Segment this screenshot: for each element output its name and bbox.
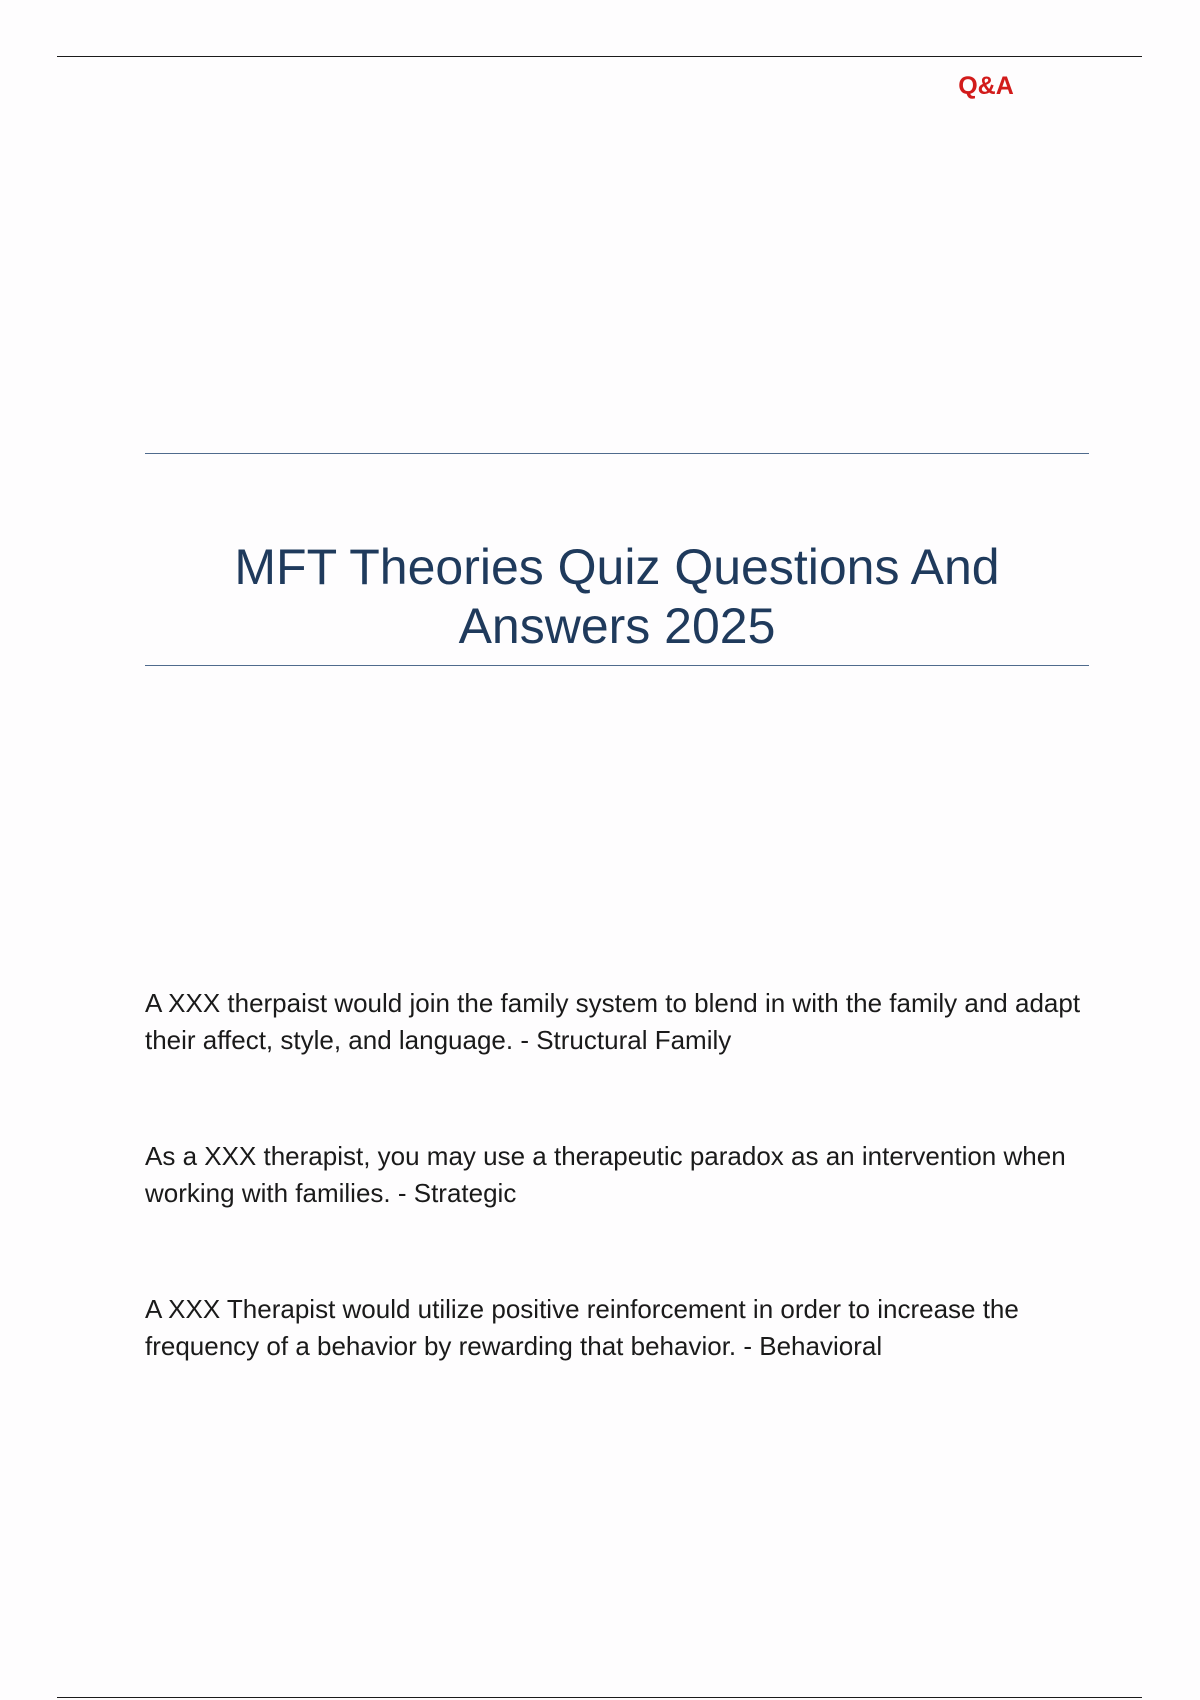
header-rule (57, 56, 1142, 57)
question-item: A XXX therpaist would join the family system to blend in with the family and adapt their affect, style, and language. - Structural Family (145, 988, 1081, 1055)
title-top-rule (145, 453, 1089, 454)
question-item: As a XXX therapist, you may use a therapeutic paradox as an intervention when working with families. - Strategic (145, 1141, 1066, 1208)
question-item: A XXX Therapist would utilize positive reinforcement in order to increase the frequency of a behavior by rewarding that behavior. - Behavioral (145, 1294, 1019, 1361)
qa-tag: Q&A (958, 72, 1014, 100)
title-bottom-rule (145, 665, 1089, 666)
footer-rule (57, 1697, 1142, 1698)
document-title: MFT Theories Quiz Questions And Answers 2025 (234, 539, 1000, 654)
question-list (145, 985, 1095, 1444)
